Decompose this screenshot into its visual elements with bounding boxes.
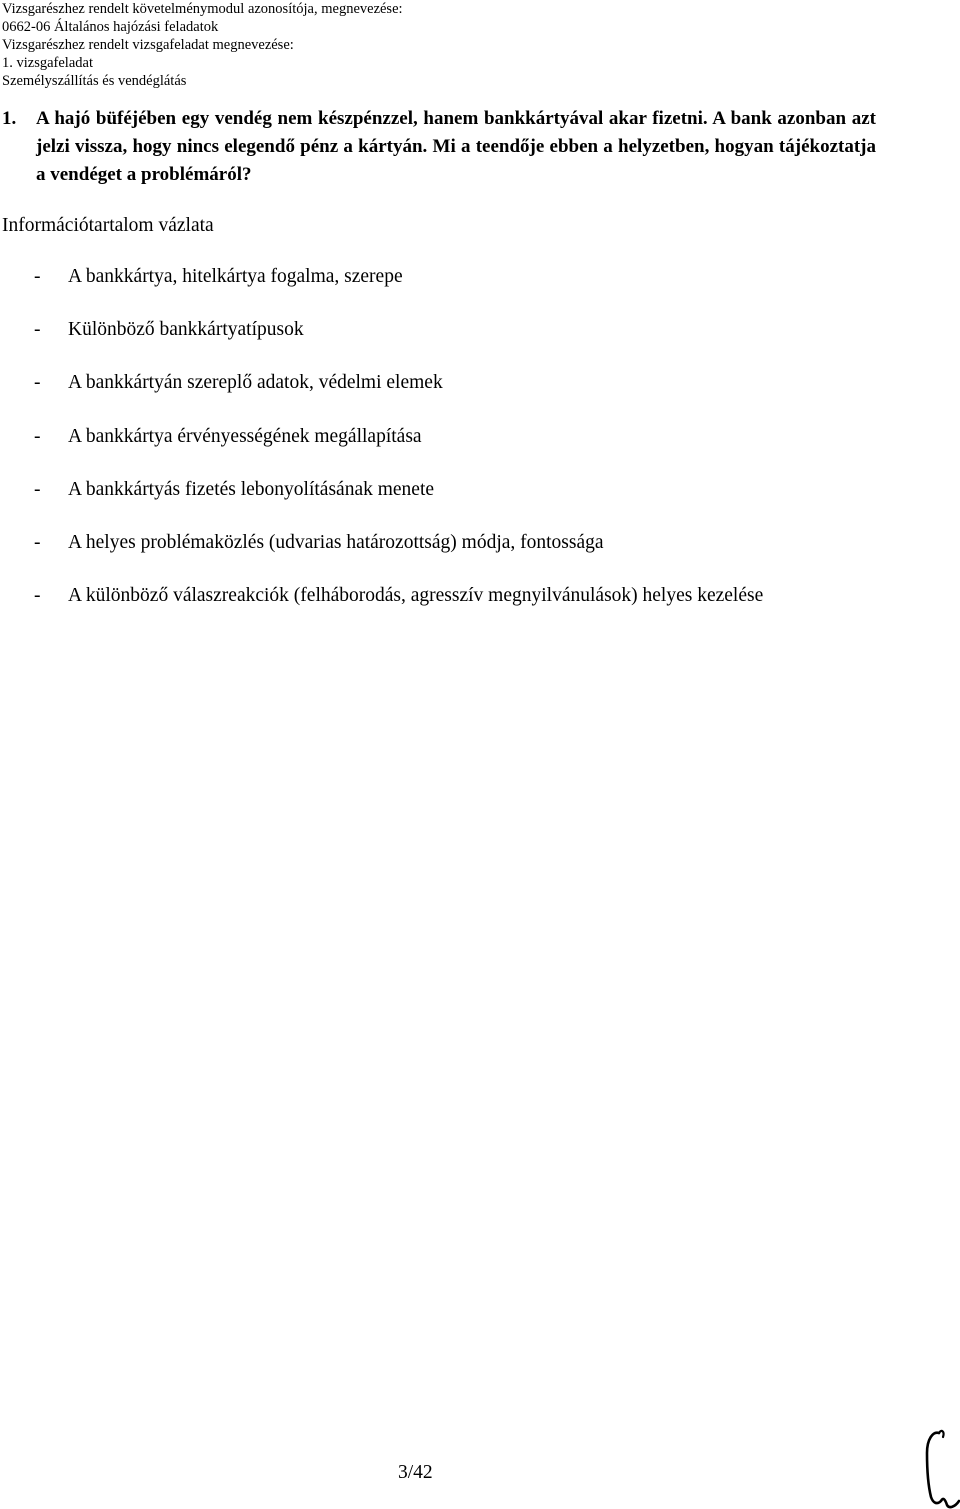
page-number: 3/42	[398, 1462, 433, 1483]
document-header	[2, 0, 403, 90]
outline-list	[2, 264, 876, 636]
list-item	[2, 317, 876, 344]
bullet-dash: -	[34, 319, 41, 341]
header-task-number: 1. vizsgafeladat	[2, 55, 93, 71]
list-item-text: A különböző válaszreakciók (felháborodás, agresszív megnyilvánulások) helyes kezelése	[68, 585, 764, 607]
header-task-name: Személyszállítás és vendéglátás	[2, 73, 187, 89]
list-item	[2, 264, 876, 291]
outline-title: Információtartalom vázlata	[2, 215, 214, 236]
list-item	[2, 583, 876, 610]
list-item	[2, 530, 876, 557]
bullet-dash: -	[34, 372, 41, 394]
question	[2, 105, 876, 189]
header-module-label: Vizsgarészhez rendelt követelménymodul azonosítója, megnevezése:	[2, 1, 403, 17]
list-item	[2, 424, 876, 451]
question-text: A hajó büféjében egy vendég nem készpénzzel, hanem bankkártyával akar fizetni. A bank azonban azt jelzi vissza, hogy nincs elegendő pénz a kártyán. Mi a teendője ebben a helyzetben, hogyan tájékoztatja a vendéget a problémáról?	[36, 108, 876, 185]
list-item-text: A bankkártyás fizetés lebonyolításának menete	[68, 478, 435, 500]
list-item-text: A bankkártya érvényességének megállapítása	[68, 425, 422, 447]
question-number: 1.	[2, 108, 17, 129]
list-item	[2, 477, 876, 504]
list-item-text: Különböző bankkártyatípusok	[68, 319, 304, 341]
bullet-dash: -	[34, 266, 41, 287]
bullet-dash: -	[34, 478, 41, 500]
list-item-text: A bankkártya, hitelkártya fogalma, szerepe	[68, 266, 403, 287]
list-item	[2, 370, 876, 397]
list-item-text: A bankkártyán szereplő adatok, védelmi elemek	[68, 372, 443, 394]
bullet-dash: -	[34, 425, 41, 447]
header-module-name: 0662-06 Általános hajózási feladatok	[2, 19, 219, 35]
list-item-text: A helyes problémaközlés (udvarias határozottság) módja, fontossága	[68, 531, 604, 553]
bullet-dash: -	[34, 531, 41, 553]
bullet-dash: -	[34, 585, 41, 607]
signature-mark	[915, 1425, 960, 1509]
header-task-label: Vizsgarészhez rendelt vizsgafeladat megnevezése:	[2, 37, 294, 53]
